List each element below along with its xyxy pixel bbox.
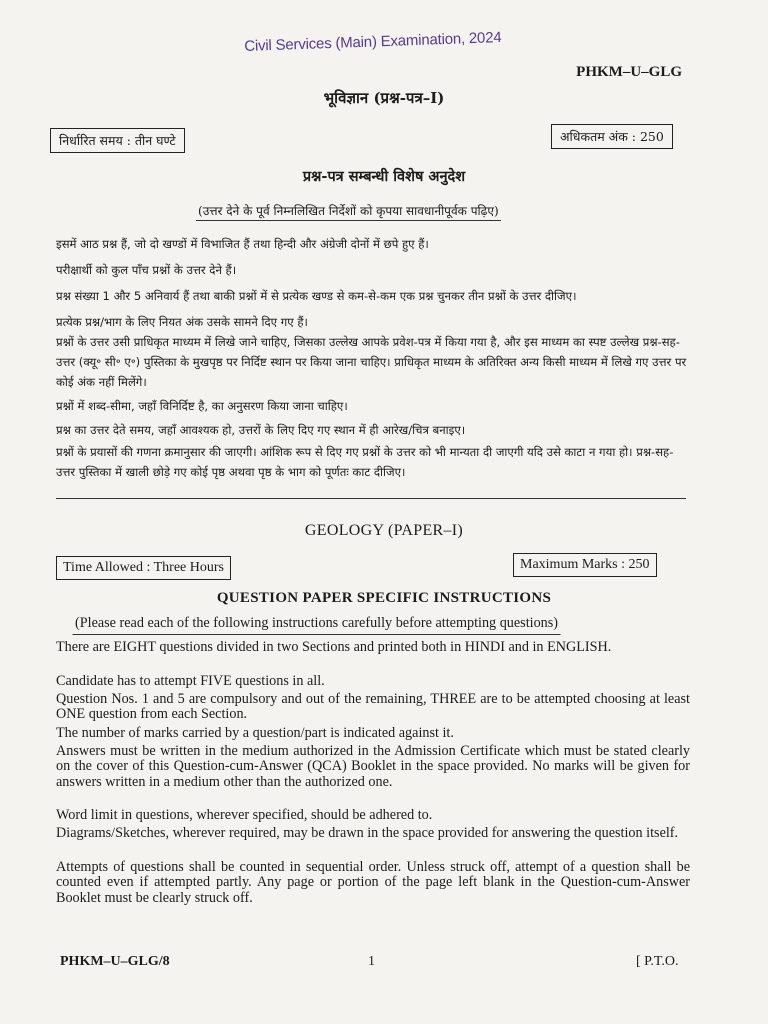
english-instruction-4: The number of marks carried by a question/part is indicated against it.: [56, 725, 454, 741]
hindi-marks-box: अधिकतम अंक : 250: [551, 124, 673, 149]
hindi-instruction-4: प्रत्येक प्रश्न/भाग के लिए नियत अंक उसके सामने दिए गए हैं।: [56, 315, 308, 329]
hindi-instruction-3: प्रश्न संख्या 1 और 5 अनिवार्य हैं तथा बाकी प्रश्नों में से प्रत्येक खण्ड से कम-से-कम एक प्रश्न चुनकर तीन प्रश्नों के उत्तर दीजिए।: [56, 289, 577, 303]
hindi-instructions-heading: प्रश्न-पत्र सम्बन्धी विशेष अनुदेश: [302, 168, 466, 185]
english-instruction-5: Answers must be written in the medium authorized in the Admission Certificate which must be stated clearly on the cover of this Question-cum-Answer (QCA) Booklet in the space provided. No marks will be given for answers written in a medium other than the authorized one.: [56, 743, 690, 790]
exam-title: Civil Services (Main) Examination, 2024: [244, 29, 502, 55]
section-divider: [56, 498, 686, 499]
hindi-instruction-7: प्रश्न का उत्तर देते समय, जहाँ आवश्यक हो, उत्तरों के लिए दिए गए स्थान में ही आरेख/चित्र बनाइए।: [56, 423, 466, 437]
hindi-time-box: निर्धारित समय : तीन घण्टे: [50, 128, 185, 153]
english-subject-title: GEOLOGY (PAPER–I): [304, 522, 464, 539]
english-instruction-8: Attempts of questions shall be counted in sequential order. Unless struck off, attempt of a question shall be counted even if attempted partly. Any page or portion of the page left blank in the Question-cum-Answer Booklet must be clearly struck off.: [56, 859, 690, 906]
english-instructions-heading: QUESTION PAPER SPECIFIC INSTRUCTIONS: [216, 590, 552, 606]
english-marks-box: Maximum Marks : 250: [513, 553, 657, 577]
english-instruction-3: Question Nos. 1 and 5 are compulsory and out of the remaining, THREE are to be attempted choosing at least ONE question from each Section.: [56, 691, 690, 723]
hindi-instruction-1: इसमें आठ प्रश्न हैं, जो दो खण्डों में विभाजित हैं तथा हिन्दी और अंग्रेजी दोनों में छपे हुए हैं।: [56, 237, 429, 251]
english-instruction-7: Diagrams/Sketches, wherever required, may be drawn in the space provided for answering the question itself.: [56, 825, 679, 841]
footer-paper-code: PHKM–U–GLG/8: [60, 954, 170, 969]
footer-page-number: 1: [368, 954, 375, 969]
hindi-instruction-2: परीक्षार्थी को कुल पाँच प्रश्नों के उत्तर देने हैं।: [56, 263, 237, 277]
paper-code: PHKM–U–GLG: [576, 64, 682, 80]
hindi-instruction-5: प्रश्नों के उत्तर उसी प्राधिकृत माध्यम में लिखे जाने चाहिए, जिसका उल्लेख आपके प्रवेश-पत्र में किया गया है, और इस माध्यम का स्पष्ट उल्लेख प्रश्न-सह-उत्तर (क्यू॰ सी॰ ए॰) पुस्तिका के मुखपृष्ठ पर निर्दिष्ट स्थान पर किया जाना चाहिए। प्राधिकृत माध्यम के अतिरिक्त अन्य किसी माध्यम में लिखे गए उत्तर पर कोई अंक नहीं मिलेंगे।: [56, 335, 687, 389]
hindi-instruction-6: प्रश्नों में शब्द-सीमा, जहाँ विनिर्दिष्ट है, का अनुसरण किया जाना चाहिए।: [56, 399, 348, 413]
english-instructions-subheading: ( Please read each of the following instructions carefully before attempting questions ): [72, 614, 561, 635]
footer-pto: [ P.T.O.: [636, 954, 679, 969]
english-time-box: Time Allowed : Three Hours: [56, 556, 231, 580]
hindi-instructions-subheading: ( उत्तर देने के पूर्व निम्नलिखित निर्देशों को कृपया सावधानीपूर्वक पढ़िए ): [196, 202, 501, 221]
english-instruction-6: Word limit in questions, wherever specified, should be adhered to.: [56, 807, 433, 823]
english-instruction-1: There are EIGHT questions divided in two Sections and printed both in HINDI and in ENGLISH.: [56, 639, 612, 655]
hindi-subject-title: भूविज्ञान (प्रश्न-पत्र–I): [323, 89, 445, 107]
hindi-instruction-8: प्रश्नों के प्रयासों की गणना क्रमानुसार की जाएगी। आंशिक रूप से दिए गए प्रश्नों के उत्तर को भी मान्यता दी जाएगी यदि उसे काटा न गया हो। प्रश्न-सह-उत्तर पुस्तिका में खाली छोड़े गए कोई पृष्ठ अथवा पृष्ठ के भाग को पूर्णतः काट दीजिए।: [56, 445, 674, 479]
english-instruction-2: Candidate has to attempt FIVE questions in all.: [56, 673, 325, 689]
